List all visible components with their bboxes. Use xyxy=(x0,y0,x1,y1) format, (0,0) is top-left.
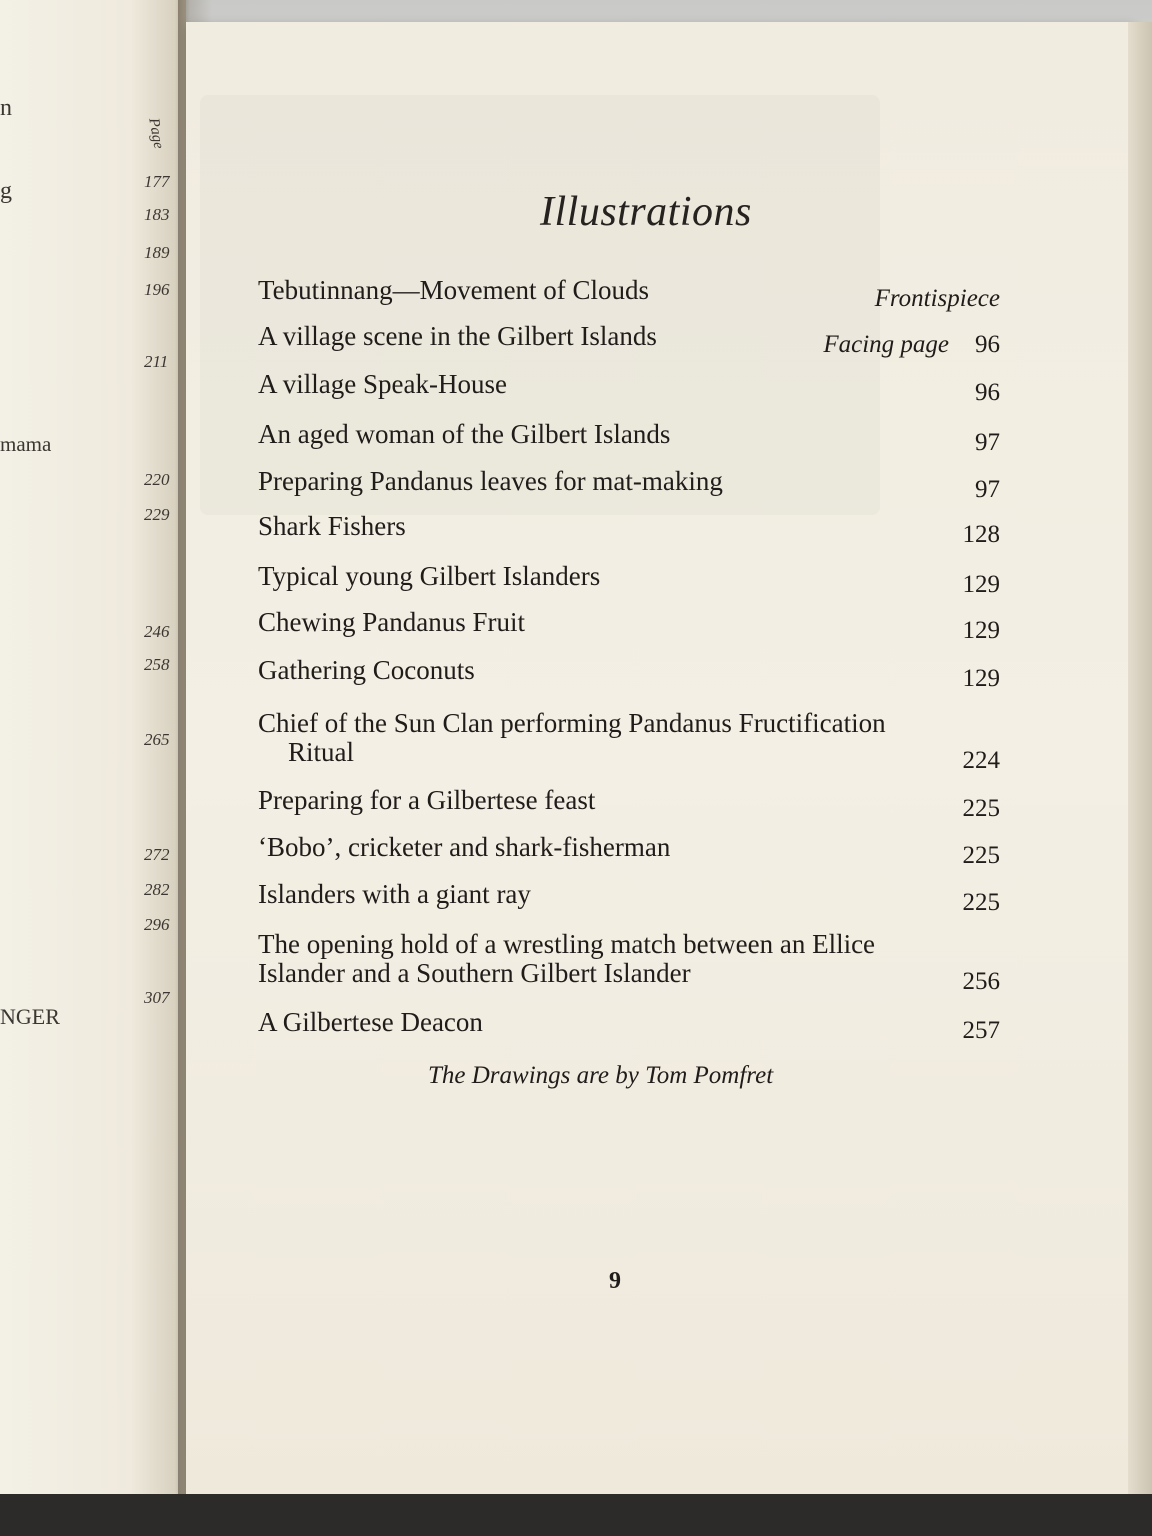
entry-label-line: The opening hold of a wrestling match between an Ellice xyxy=(258,929,876,959)
illustration-entry xyxy=(258,607,1000,644)
left-page-number: 307 xyxy=(144,988,170,1007)
page-edge xyxy=(1128,22,1152,1496)
entry-page-number: Frontispiece xyxy=(874,285,1000,312)
illustration-entry xyxy=(258,1007,1000,1044)
left-page-number: 272 xyxy=(144,845,170,864)
entry-page: 97 xyxy=(975,476,1000,503)
illustration-entry xyxy=(258,708,1000,774)
page-title: Illustrations xyxy=(540,189,752,235)
illustration-entry xyxy=(258,832,1000,869)
left-fragment: n xyxy=(0,95,12,121)
entry-page: 96 xyxy=(975,379,1000,406)
entry-label: An aged woman of the Gilbert Islands xyxy=(258,419,671,449)
entry-label: Gathering Coconuts xyxy=(258,655,475,685)
entry-page: 257 xyxy=(962,1017,1000,1044)
entry-page: 129 xyxy=(962,571,1000,598)
left-fragment: mama xyxy=(0,432,52,456)
table-shadow xyxy=(0,1494,1152,1536)
entry-page: 129 xyxy=(962,665,1000,692)
entry-label: A Gilbertese Deacon xyxy=(258,1007,483,1037)
entry-label xyxy=(258,930,1000,988)
left-page-number: 177 xyxy=(144,172,170,191)
entry-label-continuation: Islander and a Southern Gilbert Islander xyxy=(258,958,691,988)
illustration-entry xyxy=(258,369,1000,406)
illustration-entry xyxy=(258,561,1000,598)
entry-label: A village scene in the Gilbert Islands xyxy=(258,321,657,351)
entry-page-number: 96 xyxy=(975,331,1000,358)
entry-label-line: Chief of the Sun Clan performing Pandanus Fructification xyxy=(258,708,886,738)
entry-page: 256 xyxy=(962,968,1000,995)
left-page-number: 265 xyxy=(144,730,170,749)
left-fragment: NGER xyxy=(0,1004,60,1029)
illustration-entry xyxy=(258,275,1000,312)
left-page-number: 296 xyxy=(144,915,170,934)
entry-page: 128 xyxy=(962,521,1000,548)
left-page-number: 196 xyxy=(144,280,170,299)
left-fragment: g xyxy=(0,178,12,204)
entry-label: Typical young Gilbert Islanders xyxy=(258,561,601,591)
entry-prefix: Facing page xyxy=(823,331,949,358)
illustration-entry xyxy=(258,655,1000,692)
entry-page: 129 xyxy=(962,617,1000,644)
page-number: 9 xyxy=(609,1268,621,1294)
entry-label: Chewing Pandanus Fruit xyxy=(258,607,525,637)
left-page-number: 220 xyxy=(144,470,170,489)
illustration-entry xyxy=(258,785,1000,822)
left-page-number: 211 xyxy=(144,352,169,371)
entry-page xyxy=(823,330,1000,359)
entry-page: 225 xyxy=(962,842,1000,869)
illustration-entry xyxy=(258,879,1000,916)
entry-page: 97 xyxy=(975,429,1000,456)
left-page-number: 189 xyxy=(144,243,170,262)
entry-label: Preparing Pandanus leaves for mat-making xyxy=(258,466,723,496)
entry-label: Tebutinnang—Movement of Clouds xyxy=(258,275,650,305)
entry-label: Islanders with a giant ray xyxy=(258,879,531,909)
left-page xyxy=(0,0,186,1536)
left-page-number: 282 xyxy=(144,880,170,899)
entry-label: ‘Bobo’, cricketer and shark-fisherman xyxy=(258,832,671,862)
illustration-entry xyxy=(258,419,1000,456)
entry-page: 225 xyxy=(962,795,1000,822)
entry-page xyxy=(849,284,1000,313)
illustration-entry xyxy=(258,929,1000,995)
entry-page: 225 xyxy=(962,889,1000,916)
left-page-number: 258 xyxy=(144,655,170,674)
show-through-shadow xyxy=(200,95,880,515)
illustration-entry xyxy=(258,321,1000,358)
left-page-number: 183 xyxy=(144,205,170,224)
illustration-entry xyxy=(258,511,1000,548)
entry-label: A village Speak-House xyxy=(258,369,507,399)
entry-label xyxy=(258,709,1000,767)
illustration-entry xyxy=(258,466,1000,503)
left-page-number: 229 xyxy=(144,505,170,524)
entry-label: Shark Fishers xyxy=(258,511,406,541)
entry-label-continuation: Ritual xyxy=(288,737,354,767)
drawings-credit: The Drawings are by Tom Pomfret xyxy=(428,1062,774,1089)
left-page-number: 246 xyxy=(144,622,170,641)
entry-page: 224 xyxy=(962,747,1000,774)
left-page-label: Page xyxy=(145,116,167,150)
entry-label: Preparing for a Gilbertese feast xyxy=(258,785,596,815)
